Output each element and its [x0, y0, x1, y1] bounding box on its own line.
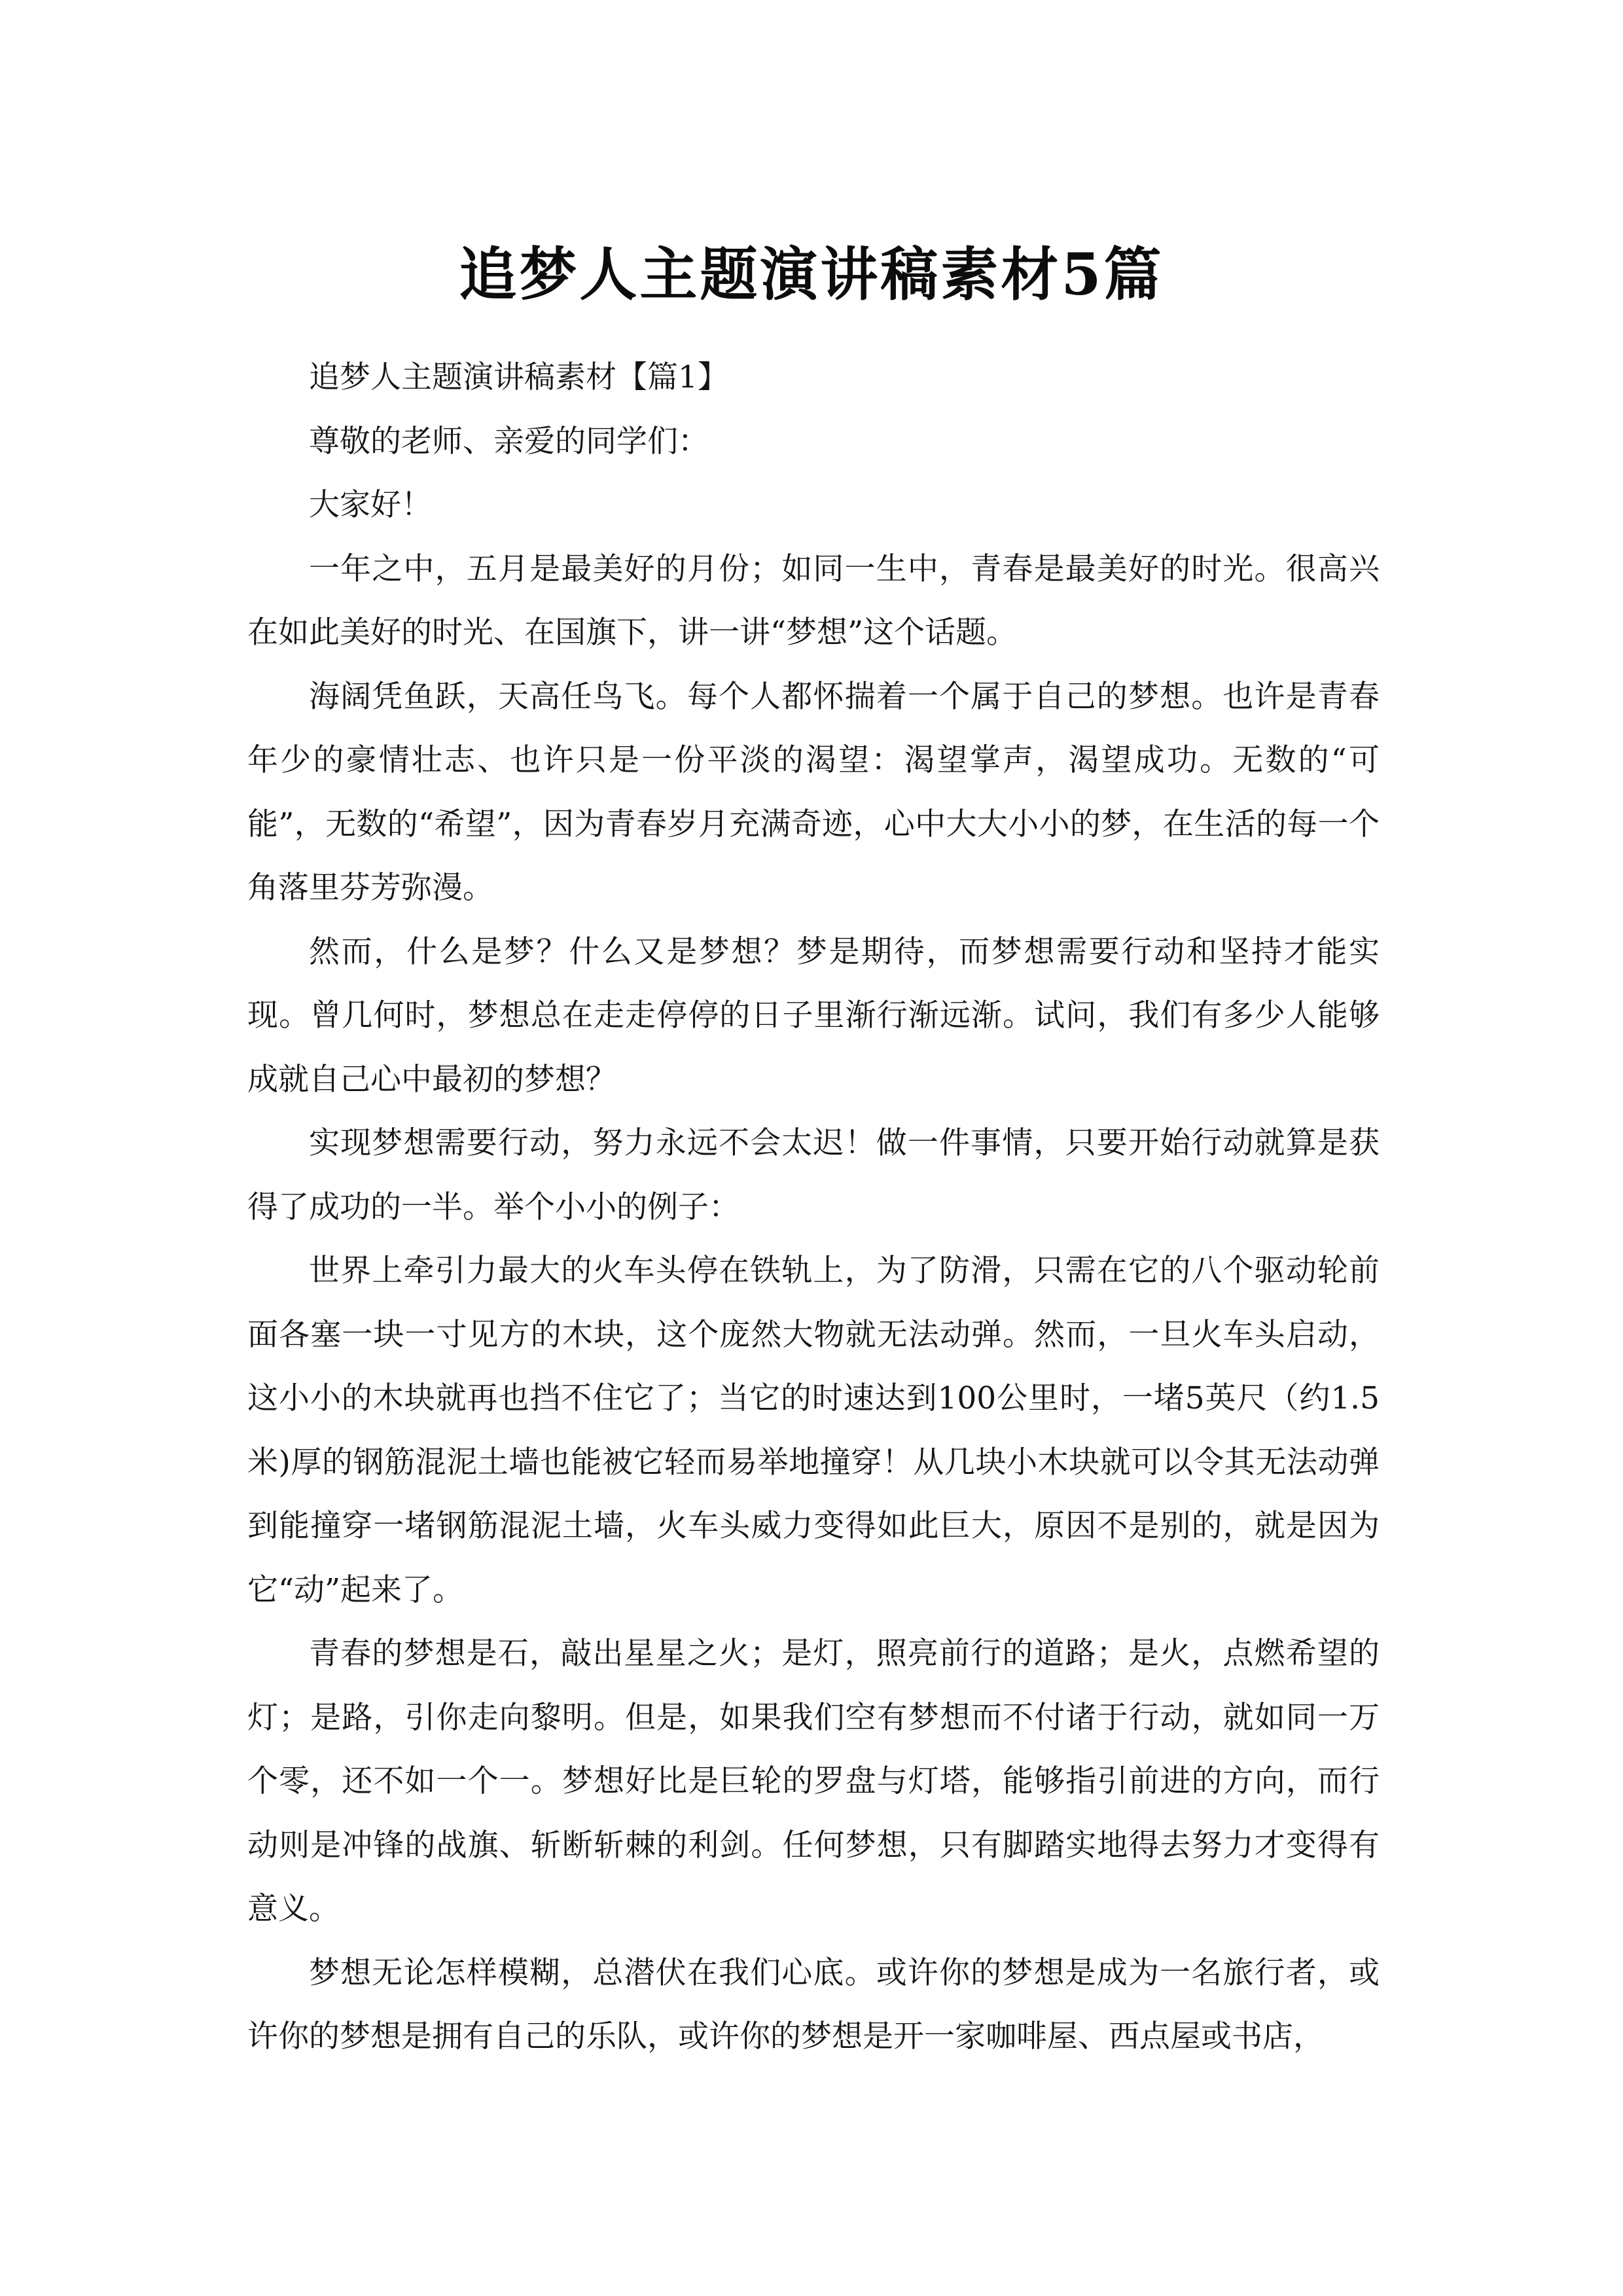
body-paragraph: 然而，什么是梦？什么又是梦想？梦是期待，而梦想需要行动和坚持才能实现。曾几何时，梦想总在走走停停的日子里渐行渐远渐。试问，我们有多少人能够成就自己心中最初的梦想？ [247, 933, 1380, 1098]
body-paragraph: 一年之中，五月是最美好的月份；如同一生中，青春是最美好的时光。很高兴在如此美好的时光、在国旗下，讲一讲“梦想”这个话题。 [247, 550, 1380, 651]
body-paragraph: 世界上牵引力最大的火车头停在铁轨上，为了防滑，只需在它的八个驱动轮前面各塞一块一寸见方的木块，这个庞然大物就无法动弹。然而，一旦火车头启动，这小小的木块就再也挡不住它了；当它的时速达到100公里时，一堵5英尺（约1.5米)厚的钢筋混泥土墙也能被它轻而易举地撞穿！从几块小木块就可以令其无法动弹到能撞穿一堵钢筋混泥土墙，火车头威力变得如此巨大，原因不是别的，就是因为它“动”起来了。 [247, 1253, 1380, 1608]
salutation: 尊敬的老师、亲爱的同学们： [309, 423, 709, 459]
greeting: 大家好！ [309, 487, 432, 523]
body-paragraph: 实现梦想需要行动，努力永远不会太迟！做一件事情，只要开始行动就算是获得了成功的一半。举个小小的例子： [247, 1125, 1380, 1225]
document-title: 追梦人主题演讲稿素材5篇 [459, 240, 1164, 308]
body-paragraph: 海阔凭鱼跃，天高任鸟飞。每个人都怀揣着一个属于自己的梦想。也许是青春年少的豪情壮志、也许只是一份平淡的渴望：渴望掌声，渴望成功。无数的“可能”，无数的“希望”，因为青春岁月充满奇迹，心中大大小小的梦，在生活的每一个角落里芬芳弥漫。 [247, 678, 1380, 906]
document-body [247, 346, 1380, 2069]
body-paragraph: 青春的梦想是石，敲出星星之火；是灯，照亮前行的道路；是火，点燃希望的灯；是路，引你走向黎明。但是，如果我们空有梦想而不付诸于行动，就如同一万个零，还不如一个一。梦想好比是巨轮的罗盘与灯塔，能够指引前进的方向，而行动则是冲锋的战旗、斩断斩棘的利剑。任何梦想，只有脚踏实地得去努力才变得有意义。 [247, 1636, 1380, 1927]
section-heading: 追梦人主题演讲稿素材【篇1】 [309, 359, 728, 395]
body-paragraph: 梦想无论怎样模糊，总潜伏在我们心底。或许你的梦想是成为一名旅行者，或许你的梦想是拥有自己的乐队，或许你的梦想是开一家咖啡屋、西点屋或书店， [247, 1954, 1380, 2054]
